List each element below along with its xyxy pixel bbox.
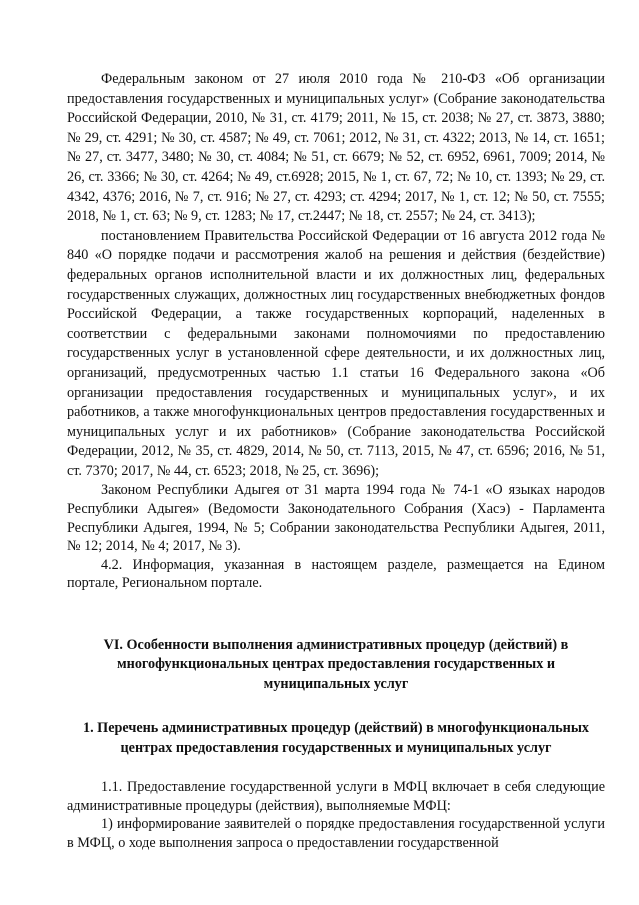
section-heading-vi: VI. Особенности выполнения административных процедур (действий) в многофункциональных центрах предоставления государственных и муниципальных услуг [103,637,569,692]
paragraph-item-1: 1) информирование заявителей о порядке предоставления государственной услуги в МФЦ, о ходе выполнения запроса о предоставлении государственной [67,816,605,851]
document-page [67,70,605,852]
paragraph-1-1: 1.1. Предоставление государственной услуги в МФЦ включает в себя следующие административные процедуры (действия), выполняемые МФЦ: [67,779,605,814]
paragraph-adygea-law-74: Законом Республики Адыгея от 31 марта 1994 года № 74-1 «О языках народов Республики Адыгея» (Ведомости Законодательного Собрания (Хасэ) - Парламента Республики Адыгея, 1994, № 5; Собрании законодательства Республики Адыгея, 2011, № 12; 2014, № 4; 2017, № 3). [67,482,605,555]
paragraph-4-2: 4.2. Информация, указанная в настоящем разделе, размещается на Едином портале, Региональном портале. [67,556,605,592]
subsection-heading-1: 1. Перечень административных процедур (действий) в многофункциональных центрах предоставления государственных и муниципальных услуг [82,720,590,756]
paragraph-government-decree-840: постановлением Правительства Российской Федерации от 16 августа 2012 года № 840 «О порядке подачи и рассмотрения жалоб на решения и действия (бездействие) федеральных органов исполнительной власти и их должностных лиц, федеральных государственных служащих, должностных лиц государственных внебюджетных фондов Российской Федерации, а также государственных корпораций, наделенных в соответствии с федеральными законами полномочиями по предоставлению государственных услуг в установленной сфере деятельности, и их должностных лиц, организаций, предусмотренных частью 1.1 статьи 16 Федерального закона «Об организации предоставления государственных и муниципальных услуг», и их работников, а также многофункциональных центров предоставления государственных и муниципальных услуг и их работников» (Собрание законодательства Российской Федерации, 2012, № 35, ст. 4829, 2014, № 50, ст. 7113, 2015, № 47, ст. 6596; 2016, № 51, ст. 7370; 2017, № 44, ст. 6523; 2018, № 25, ст. 3696); [67,227,605,479]
paragraph-federal-law-210: Федеральным законом от 27 июля 2010 года № 210-ФЗ «Об организации предоставления государственных и муниципальных услуг» (Собрание законодательства Российской Федерации, 2010, № 31, ст. 4179; 2011, № 15, ст. 2038; № 27, ст. 3873, 3880; № 29, ст. 4291; № 30, ст. 4587; № 49, ст. 7061; 2012, № 31, ст. 4322; 2013, № 14, ст. 1651; № 27, ст. 3477, 3480; № 30, ст. 4084; № 51, ст. 6679; № 52, ст. 6952, 6961, 7009; 2014, № 26, ст. 3366; № 30, ст. 4264; № 49, ст.6928; 2015, № 1, ст. 67, 72; № 10, ст. 1393; № 29, ст. 4342, 4376; 2016, № 7, ст. 916; № 27, ст. 4293; ст. 4294; 2017, № 1, ст. 12; № 50, ст. 7555; 2018, № 1, ст. 63; № 9, ст. 1283; № 17, ст.2447; № 18, ст. 2557; № 24, ст. 3413); [67,71,605,225]
